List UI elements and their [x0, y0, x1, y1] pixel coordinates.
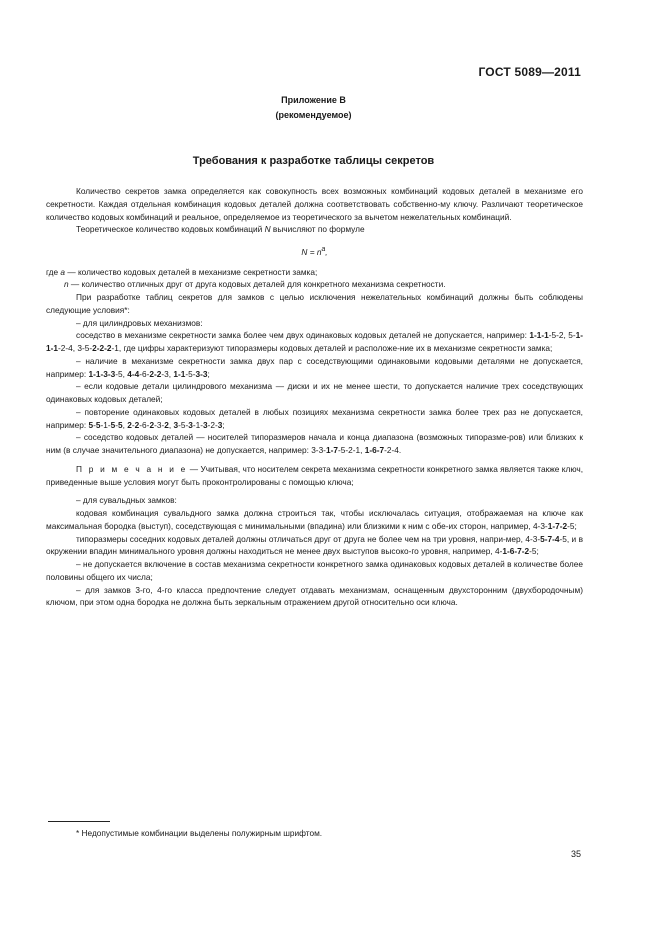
bold-combo: 1-1 — [173, 368, 186, 379]
note-text: — Учитывая, что носителем секрета механизма секретности конкретного замка является также ключ, приведенные выше условия могут быть проконтролированы с помощью ключа; — [46, 463, 583, 487]
bold-combo: 2-2 — [149, 368, 162, 379]
bold-combo: 1-6-7-2 — [502, 546, 530, 557]
variable-N: N — [264, 224, 271, 235]
bold-combo: 5-7-4 — [540, 533, 560, 544]
bold-combo: 3 — [217, 419, 223, 430]
lever-rule-1 — [46, 507, 583, 533]
note — [46, 463, 583, 489]
text-span: -6- — [139, 419, 150, 430]
page-number: 35 — [570, 849, 581, 859]
text-span: — количество отличных друг от друга кодовых деталей для конкретного механизма секретности. — [68, 279, 446, 290]
text-span: - — [131, 419, 135, 430]
bold-combo: 3 — [173, 419, 179, 430]
lever-rule-2 — [46, 533, 583, 559]
text-span: -5-2, 5- — [548, 330, 576, 341]
text-span: -3- — [154, 419, 165, 430]
text-span: -2-4. — [384, 445, 402, 456]
text-span: кодовая комбинация сувальдного замка должна строиться так, чтобы исключалась ситуация, отображаемая на ключе как максимальная бородка (выступ), соседствующая с минимальными (впадина) или близкими к ним с обе-их сторон, например, 4-3- — [46, 508, 583, 531]
bold-combo: 3 — [202, 419, 208, 430]
text-span: – повторение одинаковых кодовых деталей в любых позициях механизма секретности замка более трех раз не допускается, например: — [46, 406, 583, 430]
cylinder-title: – для цилиндровых механизмов: — [76, 317, 203, 328]
bold-combo: 1-7-2 — [547, 520, 568, 531]
text-span: Теоретическое количество кодовых комбинаций — [76, 224, 265, 235]
appendix-block — [0, 93, 627, 123]
cylinder-rule-4 — [46, 406, 583, 432]
bold-combo: 2 — [127, 419, 132, 430]
note-label: П р и м е ч а н и е — [76, 463, 188, 474]
text-span: -6- — [139, 368, 150, 379]
text-span: – наличие в механизме секретности замка двух пар с соседствующими одинаковыми кодовыми деталями не допускается, например: — [46, 355, 583, 379]
bold-combo: 5 — [118, 419, 123, 430]
cylinder-rule-2 — [46, 355, 583, 381]
bold-combo: 3 — [188, 419, 193, 430]
bold-combo: 2-2-2 — [92, 343, 112, 354]
bold-combo: 1-1-3-3 — [88, 368, 116, 379]
bold-combo: 2 — [164, 419, 169, 430]
paragraph-conditions: При разработке таблиц секретов для замков с целью исключения нежелательных комбинаций должны быть соблюдены следующие условия*: — [46, 292, 583, 315]
text-span: -2- — [207, 419, 218, 430]
lever-title: – для сувальдных замков: — [76, 495, 177, 506]
paragraph-intro: Количество секретов замка определяется как совокупность всех возможных комбинаций кодовых деталей в механизме его секретности. Каждая отдельная комбинация кодовых деталей должна соответствовать собственно-му ключу. Различают теоретическое количество кодовых комбинаций и реальное, определяемое из теоретического за вычетом нежелательных комбинаций. — [46, 186, 583, 222]
bold-combo: 1-1-1 — [46, 330, 583, 354]
formula — [46, 236, 583, 266]
text-span: – соседство кодовых деталей — носителей типоразмеров начала и конца диапазона (возможных типоразме-ров) или близких к ним (в случае значительного диапазона) не допускается, например: 3-3- — [46, 432, 583, 456]
where-a — [46, 266, 583, 279]
bold-combo: 2 — [134, 419, 140, 430]
text-span: -5-2-1, — [337, 445, 365, 456]
bold-combo: 5 — [110, 419, 116, 430]
text-span: -1- — [192, 419, 203, 430]
formula-end: , — [325, 246, 328, 257]
bold-combo: 3-3 — [195, 368, 208, 379]
text-span: -2-4, 3-5- — [58, 343, 93, 354]
text-span: соседство в механизме секретности замка более чем двух одинаковых кодовых деталей не допускается, например: — [76, 330, 530, 341]
bold-combo: 2 — [149, 419, 155, 430]
cylinder-rule-1 — [46, 329, 583, 355]
text-span: типоразмеры соседних кодовых деталей должны отличаться друг от друга не более чем на три уровня, напри-мер, 4-3- — [76, 533, 541, 544]
footnote-rule — [48, 821, 110, 822]
bold-combo: 4-4 — [127, 368, 140, 379]
variable-n: n — [64, 279, 69, 290]
footnote: * Недопустимые комбинации выделены полужирным шрифтом. — [76, 828, 323, 838]
appendix-status: (рекомендуемое) — [275, 110, 352, 120]
text-span: вычисляют по формуле — [270, 224, 365, 235]
text-span: -5; — [567, 520, 577, 531]
text-span: ; — [222, 419, 225, 430]
text-span: -1- — [100, 419, 111, 430]
cylinder-rule-5 — [46, 431, 583, 457]
body-text — [46, 185, 583, 609]
text-span: -5, и в окружении впадин минимального уровня должны находиться не менее двух выступов высоко-го уровня, например, 4- — [46, 533, 583, 557]
where-n — [46, 278, 583, 291]
bold-combo: 5 — [95, 419, 101, 430]
text-span: -5, — [115, 368, 128, 379]
text-span: , — [168, 419, 174, 430]
lever-rule-3: – не допускается включение в состав механизма секретности конкретного замка одинаковых кодовых деталей в количестве более половины общего их числа; — [46, 559, 583, 582]
bold-combo: 1-1-1 — [529, 330, 549, 341]
text-span: ; — [207, 368, 210, 379]
text-span: — количество кодовых деталей в механизме секретности замка; — [65, 266, 318, 277]
formula-lhs: N = n — [301, 246, 322, 257]
section-heading: Требования к разработке таблицы секретов — [192, 155, 435, 167]
cylinder-rule-3: – если кодовые детали цилиндрового механизма — диски и их не менее шести, то допускается наличие трех соседствующих одинаковых кодовых деталей; — [46, 381, 583, 405]
appendix-title: Приложение В — [281, 95, 346, 105]
bold-combo: 1-6-7 — [364, 445, 385, 456]
variable-a: a — [60, 266, 66, 277]
text-span: - — [115, 419, 119, 430]
text-span: - — [93, 419, 96, 430]
standard-number: ГОСТ 5089—2011 — [478, 65, 581, 79]
lever-rule-4: – для замков 3-го, 4-го класса предпочтение следует отдавать механизмам, оснащенным двухсторонним (двухбородочным) ключом, при этом одна бородка не должна быть зеркальным отражением другой относительно оси ключа. — [46, 584, 583, 608]
text-span: -3, — [161, 368, 174, 379]
text-span: где — [46, 266, 61, 277]
text-span: , — [122, 419, 128, 430]
text-span: -5- — [178, 419, 189, 430]
text-span: -1, где цифры характеризуют типоразмеры кодовых деталей и расположе-ние их в механизме секретности замка; — [111, 343, 553, 354]
paragraph-formula-intro — [46, 223, 583, 236]
bold-combo: 1-7 — [325, 445, 338, 456]
bold-combo: 5 — [88, 419, 94, 430]
text-span: -5; — [529, 546, 539, 557]
text-span: -5- — [185, 368, 196, 379]
formula-exponent: a — [321, 246, 326, 253]
